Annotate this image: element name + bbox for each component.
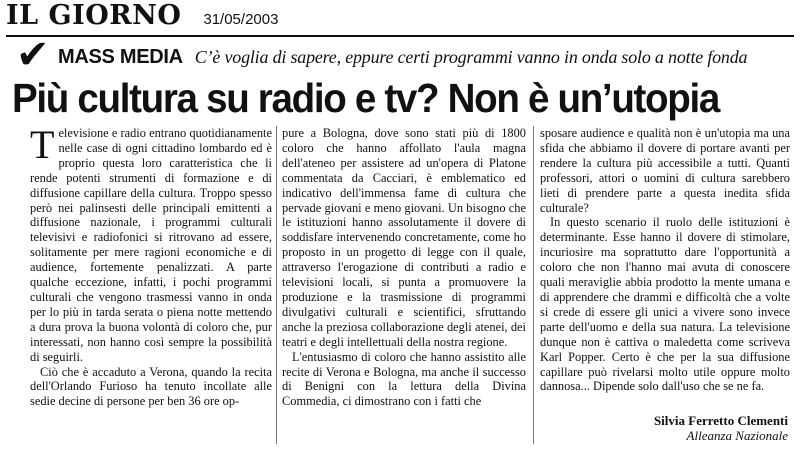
author-name: Silvia Ferretto Clementi [653, 413, 788, 428]
header-rule [6, 35, 794, 37]
kicker-line [16, 32, 794, 78]
checkmark-icon: ✔ [16, 32, 50, 78]
masthead [6, 2, 278, 30]
column-2-paragraph-1: pure a Bologna, dove sono stati più di 1800 coloro che hanno affollato l'aula magna dell'ateneo per assistere ad un'opera di Platone commentata da Cacciari, è emblematico ed indicativo dell'immensa fame di cultura che pervade giovani e meno giovani. Un bisogno che le istituzioni hanno assolutamente il dovere di soddisfare intervenendo concretamente, come ho proposto in un progetto di legge con il quale, attraverso l'erogazione di contributi a radio e televisioni locali, si punta a promuovere la produzione e la trasmissione di programmi divulgativi culturali e scientifici, sfruttando anche la preziosa collaborazione degli atenei, dei teatri e degli intellettuali della nostra regione. [282, 126, 526, 349]
column-3-paragraph-1: sposare audience e qualità non è un'utopia ma una sfida che abbiamo il dovere di portare avanti per rendere la cultura più accessibile a tutti. Quanti professori, attori o uomini di cultura sarebbero lieti di prendere parte a questa inedita sfida culturale? [540, 126, 790, 215]
drop-cap: T [30, 122, 55, 167]
newspaper-logo: IL GIORNO [6, 0, 182, 31]
article-column-3 [540, 126, 790, 456]
column-2-paragraph-2: L'entusiasmo di coloro che hanno assistito alle recite di Verona e Bologna, ma anche il successo di Benigni con la lettura della Divina Commedia, ci dimostrano con i fatti che [282, 349, 526, 409]
author-party: Alleanza Nazionale [686, 428, 788, 443]
article-column-1 [30, 122, 272, 456]
column-divider [276, 126, 277, 444]
article-column-2 [282, 126, 526, 456]
column-1-paragraph-1-text: elevisione e radio entrano quotidianamente nelle case di ogni cittadino lombardo ed è proprio questa loro caratteristica che li rende potenti strumenti di formazione e di diffusione capillare della cultura. Troppo spesso però nei palinsesti delle principali emittenti a diffusione nazionale, i programmi culturali televisivi e radiofonici si ritrovano ad essere, solitamente per mere ragioni economiche e di audience, fortemente penalizzati. A parte qualche eccezione, infatti, i pochi programmi culturali che vengono trasmessi vanno in onda per lo più in tarda serata o piena notte mettendo a dura prova la buona volontà di coloro che, pur interessati, non hanno così sempre la possibilità di seguirli. [30, 126, 272, 364]
section-label: MASS MEDIA [58, 45, 183, 68]
article-subhead: C’è voglia di sapere, eppure certi programmi vanno in onda solo a notte fonda [194, 46, 748, 67]
article-headline: Più cultura su radio e tv? Non è un’utopia [12, 75, 720, 121]
column-1-paragraph-2: Ciò che è accaduto a Verona, quando la recita dell'Orlando Furioso ha tenuto incollate alle sedie decine di persone per ben 36 ore op- [30, 364, 272, 409]
author-signature [654, 413, 788, 443]
column-divider [533, 126, 534, 444]
column-1-paragraph-1 [30, 122, 272, 365]
publication-date: 31/05/2003 [203, 11, 279, 28]
column-3-paragraph-2: In questo scenario il ruolo delle istituzioni è determinante. Esse hanno il dovere di stimolare, incuriosire ma soprattutto dare l'opportunità a coloro che non l'hanno mai avuta di conoscere quali meraviglie abbia prodotto la mente umana e di apprendere che drammi e difficoltà che a volte si crede di essere gli unici a vivere sono invece parte dell'uomo e della sua natura. La televisione dunque non è cattiva o maledetta come scriveva Karl Popper. Certo è che per la sua diffusione capillare può rivelarsi molto utile oppure molto dannosa... Dipende solo dall'uso che se ne fa. [540, 215, 790, 394]
